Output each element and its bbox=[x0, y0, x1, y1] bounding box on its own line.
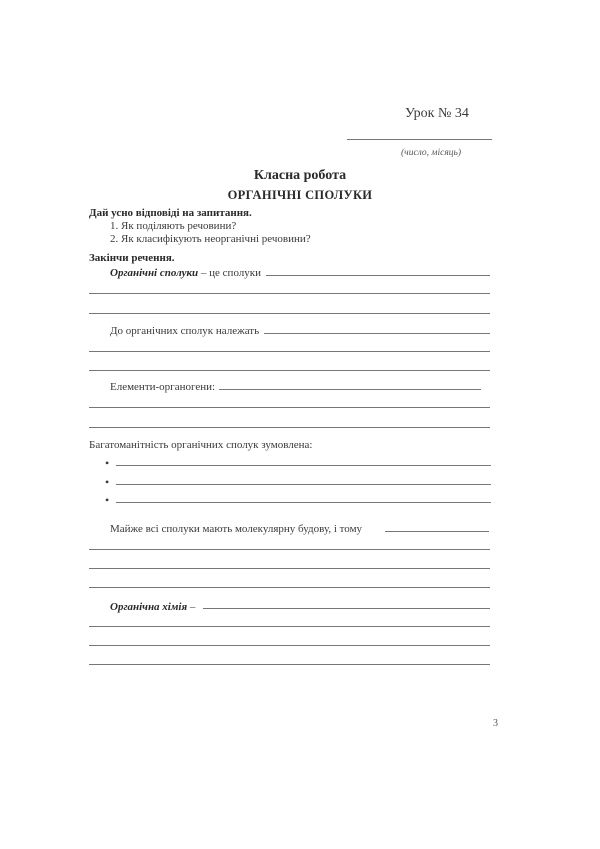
answer-line[interactable] bbox=[89, 427, 490, 428]
lesson-number: Урок № 34 bbox=[405, 106, 469, 121]
task2-instruction: Закінчи речення. bbox=[89, 252, 175, 264]
answer-line[interactable] bbox=[385, 531, 489, 532]
answer-line[interactable] bbox=[116, 465, 491, 466]
answer-line[interactable] bbox=[89, 293, 490, 294]
answer-line[interactable] bbox=[203, 608, 490, 609]
organic-chemistry-rest: – bbox=[187, 601, 196, 613]
answer-line[interactable] bbox=[89, 626, 490, 627]
organic-chemistry-term: Органічна хімія bbox=[110, 601, 188, 613]
organic-compounds-term: Органічні сполуки bbox=[110, 267, 199, 279]
date-line bbox=[347, 139, 492, 140]
bullet-marker: • bbox=[105, 456, 110, 470]
answer-line[interactable] bbox=[264, 333, 490, 334]
task1-instruction: Дай усно відповіді на запитання. bbox=[89, 207, 252, 219]
diversity-prompt: Багатоманітність органічних сполук зумовлена: bbox=[89, 439, 313, 451]
organic-compounds-rest: – це сполуки bbox=[198, 267, 262, 279]
answer-line[interactable] bbox=[266, 275, 490, 276]
bullet-marker: • bbox=[105, 475, 110, 489]
topic-title: ОРГАНІЧНІ СПОЛУКИ bbox=[227, 188, 373, 202]
answer-line[interactable] bbox=[89, 664, 490, 665]
answer-line[interactable] bbox=[89, 351, 490, 352]
organic-belong-prompt: До органічних сполук належать bbox=[110, 325, 260, 337]
organic-chemistry-prompt bbox=[110, 600, 195, 614]
molecular-structure-prompt: Майже всі сполуки мають молекулярну будову, і тому bbox=[110, 523, 363, 535]
question-2: 2. Як класифікують неорганічні речовини? bbox=[110, 233, 311, 245]
answer-line[interactable] bbox=[89, 549, 490, 550]
answer-line[interactable] bbox=[219, 389, 481, 390]
organogens-prompt: Елементи-органогени: bbox=[110, 381, 216, 393]
date-caption: (число, місяць) bbox=[401, 148, 461, 158]
answer-line[interactable] bbox=[89, 587, 490, 588]
answer-line[interactable] bbox=[89, 313, 490, 314]
answer-line[interactable] bbox=[89, 568, 490, 569]
answer-line[interactable] bbox=[89, 370, 490, 371]
organic-compounds-prompt bbox=[110, 266, 261, 280]
answer-line[interactable] bbox=[89, 407, 490, 408]
answer-line[interactable] bbox=[116, 502, 491, 503]
answer-line[interactable] bbox=[89, 645, 490, 646]
question-1: 1. Як поділяють речовини? bbox=[110, 220, 237, 232]
page-number: 3 bbox=[493, 718, 498, 729]
answer-line[interactable] bbox=[116, 484, 491, 485]
page-title: Класна робота bbox=[253, 168, 347, 183]
bullet-marker: • bbox=[105, 493, 110, 507]
